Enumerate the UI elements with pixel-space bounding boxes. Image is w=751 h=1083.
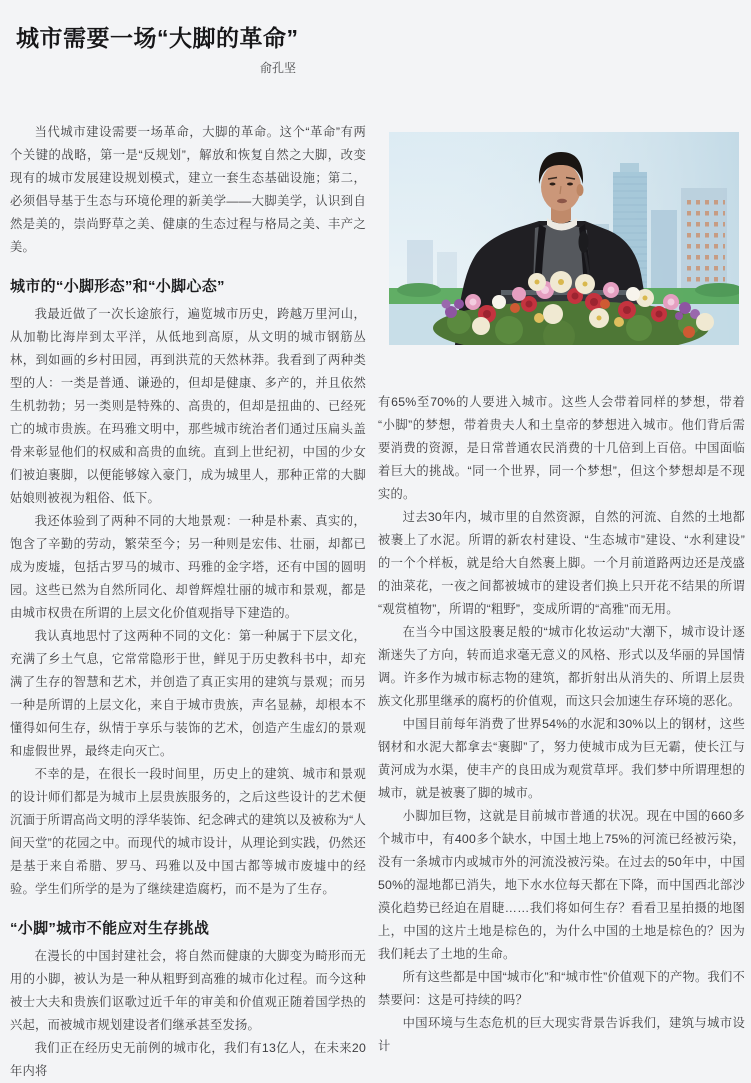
section-heading: “小脚”城市不能应对生存挑战 (10, 920, 210, 937)
paragraph: 过去30年内，城市里的自然资源，自然的河流、自然的土地都被裹上了水泥。所谓的新农村建设、“生态城市”建设、“水利建设”的一个个样板，就是给大自然裹上脚。一个月前道路两边还是茂盛的油菜花，一夜之间都被城市的建设者们换上只开花不结果的所谓“观赏植物”，所谓的“粗野”，变成所谓的“高雅”而无用。 (378, 510, 745, 616)
paragraph: 我还体验到了两种不同的大地景观：一种是朴素、真实的，饱含了辛勤的劳动，繁荣至今；另一种则是宏伟、壮丽，却都已成为废墟，包括古罗马的城市、玛雅的金字塔，还有中国的圆明园。这些已然为自然所同化、却曾辉煌壮丽的城市和景观，都是由城市权贵在所谓的上层文化价值观指导下建造的。 (10, 514, 366, 620)
paragraph: 所有这些都是中国“城市化”和“城市性”价值观下的产物。我们不禁要问：这是可持续的吗？ (378, 970, 745, 1007)
paragraph: 我认真地思忖了这两种不同的文化：第一种属于下层文化，充满了乡土气息，它常常隐形于世，鲜见于历史教科书中，却充满了生存的智慧和艺术，并创造了真正实用的建筑与景观；而另一种是所谓的上层文化，来自于城市贵族，声名显赫，却根本不懂得如何生存，纵情于享乐与装饰的艺术，创造产生虚幻的景观和虚假世界，最终走向灭亡。 (10, 629, 366, 758)
author-byline: 俞孔坚 (259, 61, 296, 75)
paragraph: 当代城市建设需要一场革命，大脚的革命。这个“革命”有两个关键的战略，第一是“反规划”，解放和恢复自然之大脚，改变现有的城市发展建设规划模式，建立一套生态基础设施；第二，必须倡导基于生态与环境伦理的新美学——大脚美学，认识到自然是美的，崇尚野草之美、健康的生态过程与格局之美、丰产之美。 (10, 125, 366, 254)
article-body (10, 121, 745, 1083)
paragraph: 不幸的是，在很长一段时间里，历史上的建筑、城市和景观的设计师们都是为城市上层贵族服务的，之后这些设计的艺术便沉湎于所谓高尚文明的浮华装饰、纪念碑式的建筑以及被称为“人间天堂”的花园之中。而现代的城市设计，从理论到实践，仍然还是基于来自希腊、罗马、玛雅以及中国古都等城市废墟中的经验。学生们所学的是为了继续建造腐朽，而不是为了生存。 (10, 767, 366, 896)
paragraph: 在当今中国这股裹足般的“城市化妆运动”大潮下，城市设计逐渐迷失了方向，转而追求毫无意义的风格、形式以及华丽的异国情调。许多作为城市标志物的建筑，都折射出从消失的、所谓上层贵族文化那里继承的腐朽的价值观，而这只会加速生存环境的恶化。 (378, 625, 745, 708)
paragraph: 中国环境与生态危机的巨大现实背景告诉我们，建筑与城市设计 (378, 1016, 745, 1053)
paragraph: 我最近做了一次长途旅行，遍览城市历史，跨越万里河山，从加勒比海岸到太平洋，从低地到高原，从文明的城市钢筋丛林，到如画的乡村田园，再到洪荒的天然林莽。我看到了两种类型的人：一类是普通、谦逊的，但却是健康、多产的，并且依然生机勃勃；另一类则是特殊的、高贵的，但却是扭曲的、已经死亡的城市贵族。在玛雅文明中，那些城市统治者们通过压扁头盖骨来彰显他们的权威和高贵的血统。直到上世纪初，中国的少女们被迫裹脚，以便能够嫁入豪门，成为城里人，那种正常的大脚姑娘则被视为粗俗、低下。 (10, 307, 366, 505)
paragraph: 有65%至70%的人要进入城市。这些人会带着同样的梦想，带着“小脚”的梦想，带着贵夫人和土皇帝的梦想进入城市。他们背后需要消费的资源，是日常普通农民消费的十几倍到上百倍。中国面临着巨大的挑战。“同一个世界，同一个梦想”，但这个梦想却是不现实的。 (378, 395, 745, 501)
paragraph: 在漫长的中国封建社会，将自然而健康的大脚变为畸形而无用的小脚，被认为是一种从粗野到高雅的城市化过程。而今这种被士大夫和贵族们讴歌过近千年的审美和价值观正随着国学热的兴起，而被城市规划建设者们继承甚至发扬。 (10, 949, 366, 1032)
article-title: 城市需要一场“大脚的革命” (16, 25, 299, 51)
left-column (10, 121, 366, 1083)
right-column (378, 121, 745, 1058)
section-heading: 城市的“小脚形态”和“小脚心态” (10, 278, 225, 295)
paragraph: 我们正在经历史无前例的城市化，我们有13亿人，在未来20年内将 (10, 1041, 366, 1078)
right-column-text (378, 391, 745, 1058)
paragraph: 中国目前每年消费了世界54%的水泥和30%以上的钢材，这些钢材和水泥大都拿去“裹脚”了，努力使城市成为巨无霸，使长江与黄河成为水渠，使丰产的良田成为观赏草坪。我们梦中所谓理想的城市，就是被裹了脚的城市。 (378, 717, 745, 800)
speaker-photo (389, 132, 739, 345)
paragraph: 小脚加巨物，这就是目前城市普通的状况。现在中国的660多个城市中，有400多个缺水，中国土地上75%的河流已经被污染，没有一条城市内或城市外的河流没被污染。在过去的50年中，中国50%的湿地都已消失，地下水水位每天都在下降，而中国西北部沙漠化趋势已经迫在眉睫……我们将如何生存？看看卫星拍摄的地图上，中国的这片土地是棕色的，为什么中国的土地是棕色的？因为我们耗去了土地的生命。 (378, 809, 745, 961)
